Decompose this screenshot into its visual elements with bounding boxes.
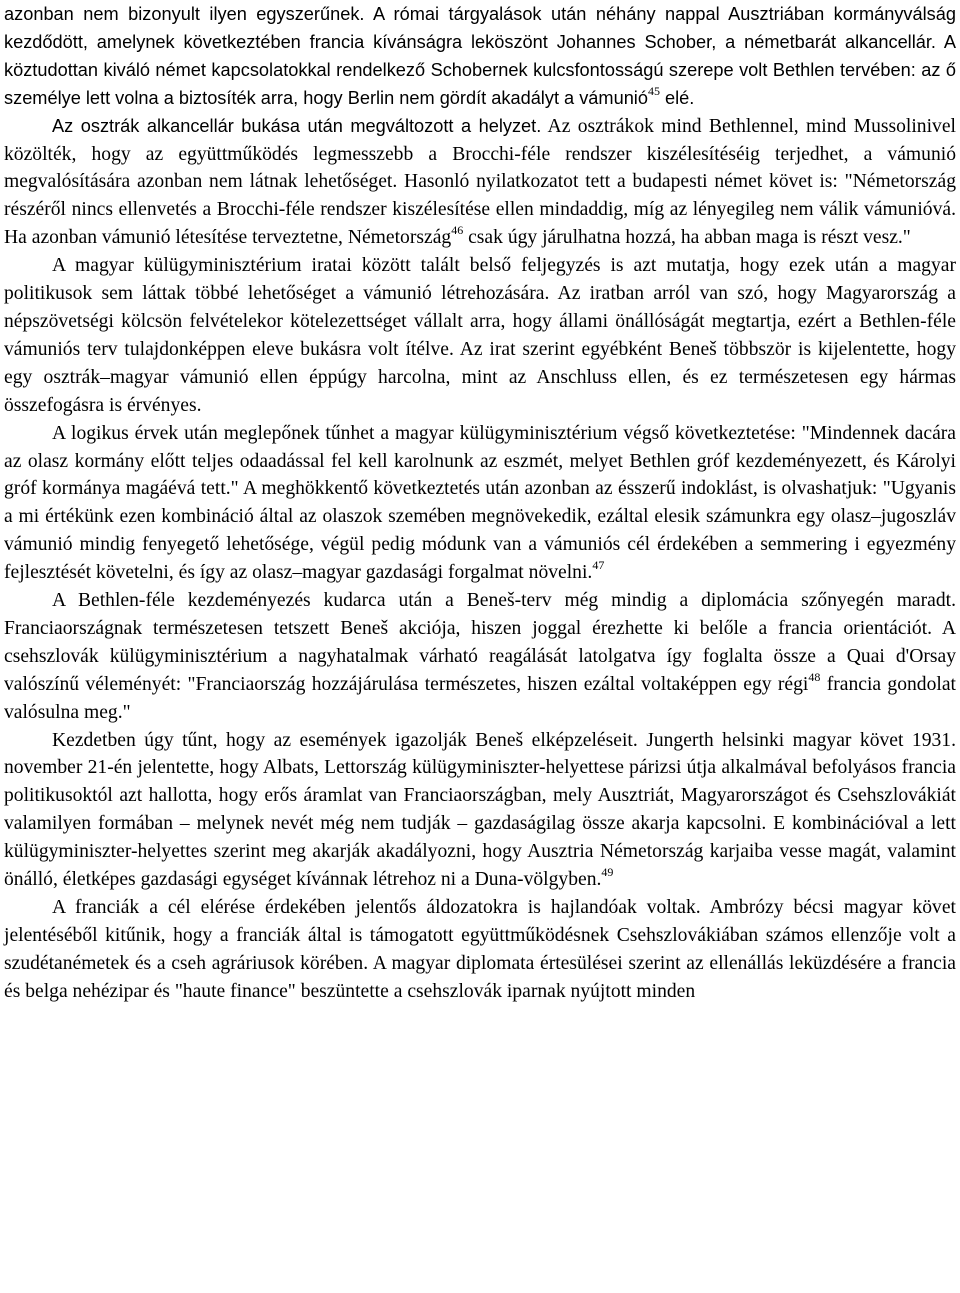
text-run: A franciák a cél elérése érdekében jelentős áldozatokra is hajlandóak voltak. Ambrózy bécsi magyar követ jelentéséből kitűnik, hogy a franciák által is támogatott együttműködésnek Csehszlovákiában számos ellenzője volt a szudétanémetek és a cseh agráriusok körében. A magyar diplomata értesülései szerint az ellenállás leküzdésére a francia és belga nehézipar és "haute finance" beszüntette a csehszlovák iparnak nyújtott minden — [4, 897, 956, 1002]
text-run: Az osztrák alkancellár bukása után megváltozott a helyzet. — [52, 115, 542, 136]
text-run: A magyar külügyminisztérium iratai között talált belső feljegyzés is azt mutatja, hogy ezek után a magyar politikusok sem láttak többé lehetőséget a vámunió létrehozására. Az iratban arról van szó, hogy Magyarország a népszövetségi kölcsön felvételekor kötelezettséget vállalt arra, hogy állami önállóságát megtartja, ezért a Bethlen-féle vámuniós terv tulajdonképpen eleve bukásra volt ítélve. Az irat szerint egyébként Beneš többször is kijelentette, hogy egy osztrák–magyar vámunió ellen éppúgy harcolna, mint az Anschluss ellen, és ez természetesen egy hármas összefogásra is érvényes. — [4, 255, 956, 416]
paragraph — [4, 113, 956, 253]
paragraph — [4, 894, 956, 1006]
paragraph — [4, 727, 956, 894]
paragraph — [4, 420, 956, 587]
text-run: A Bethlen-féle kezdeményezés kudarca után a Beneš-terv még mindig a diplomácia szőnyegén maradt. Franciaországnak természetesen tetszett Beneš akciója, hiszen joggal érezhette ki belőle a francia orientációt. A csehszlovák külügyminisztérium a nagyhatalmak várható reagálását latolgatva így foglalta össze a Quai d'Orsay valószínű véleményét: "Franciaország hozzájárulása természetes, hiszen ezáltal voltaképpen egy régi — [4, 590, 956, 695]
text-run: francia gondolat valósulna meg." — [4, 673, 956, 723]
text-run: A logikus érvek után meglepőnek tűnhet a magyar külügyminisztérium végső következtetése: "Mindennek dacára az olasz kormány előtt teljes odaadással fel kell karolnunk az eszmét, melyet Bethlen gróf kezdeményezett, és Károlyi gróf kormánya magáévá tett." A meghökkentő következtetés után azonban az ésszerű indoklást, is olvashatjuk: "Ugyanis a mi értékünk ezen kombináció által az olaszok szemében megnövekedik, ezáltal elesik számunkra egy olasz–jugoszláv vámunió mindig fenyegető lehetősége, végül pedig módunk van a vámuniós cél érdekében a semmering i egyezmény fejlesztését követelni, és így az olasz–magyar gazdasági forgalmat növelni. — [4, 422, 956, 584]
text-run: Kezdetben úgy tűnt, hogy az események igazolják Beneš elképzeléseit. Jungerth helsinki magyar követ 1931. november 21-én jelentette, hogy Albats, Lettország külügyminiszter-helyettese párizsi útja alkalmával befolyásos francia politikusoktól azt hallotta, hogy erős áramlat van Franciaországban, mely Ausztriát, Magyarországot és Csehszlovákiát valamilyen formában – melynek nevét még nem tudják – gazdaságilag össze akarja kapcsolni. E kombinációval a lett külügyminiszter-helyettes szerint meg akarják akadályozni, hogy Ausztria Németország karjaiba vesse magát, valamint önálló, életképes gazdasági egységet kívánnak létrehoz ni a Duna-völgyben. — [4, 729, 956, 891]
paragraph — [4, 1, 956, 113]
paragraph — [4, 252, 956, 419]
document-page — [4, 0, 956, 1006]
text-run: Ha azonban vámunió létesítése terveztetne, Németország — [4, 227, 452, 249]
footnote-ref: 47 — [592, 558, 605, 573]
footnote-ref: 49 — [601, 865, 614, 880]
footnote-ref: 45 — [647, 83, 660, 98]
text-run: Az osztrákok mind Bethlennel, mind Mussolinivel közölték, hogy az együttműködés legmesszebb a Brocchi-féle rendszer kiszélesítéséig terjedhet, a vámunió megvalósítására azonban nem látnak lehetőséget. — [4, 115, 956, 193]
paragraph — [4, 587, 956, 727]
text-run: elé. — [659, 87, 695, 108]
text-run: Hasonló nyilatkozatot tett a budapesti német követ is: "Németország részéről nincs ellenvetés a Brocchi-féle rendszer kiszélesítése ellen mindaddig, míg az lényegileg nem válik vámunióvá. — [4, 171, 956, 221]
text-run: csak úgy járulhatna hozzá, ha abban maga is részt vesz." — [463, 227, 911, 249]
footnote-ref: 48 — [808, 669, 821, 684]
text-run: azonban nem bizonyult ilyen egyszerűnek. A római tárgyalások után néhány nappal Ausztriában kormányválság kezdődött, amelynek következtében francia kívánságra leköszönt Johannes Schober, a németbarát alkancellár. A köztudottan kiváló német kapcsolatokkal rendelkező Schobernek kulcsfontosságú szerepe volt Bethlen tervében: az ő személye lett volna a biztosíték arra, hogy Berlin nem gördít akadályt a vámunió — [4, 4, 956, 108]
footnote-ref: 46 — [451, 223, 464, 238]
